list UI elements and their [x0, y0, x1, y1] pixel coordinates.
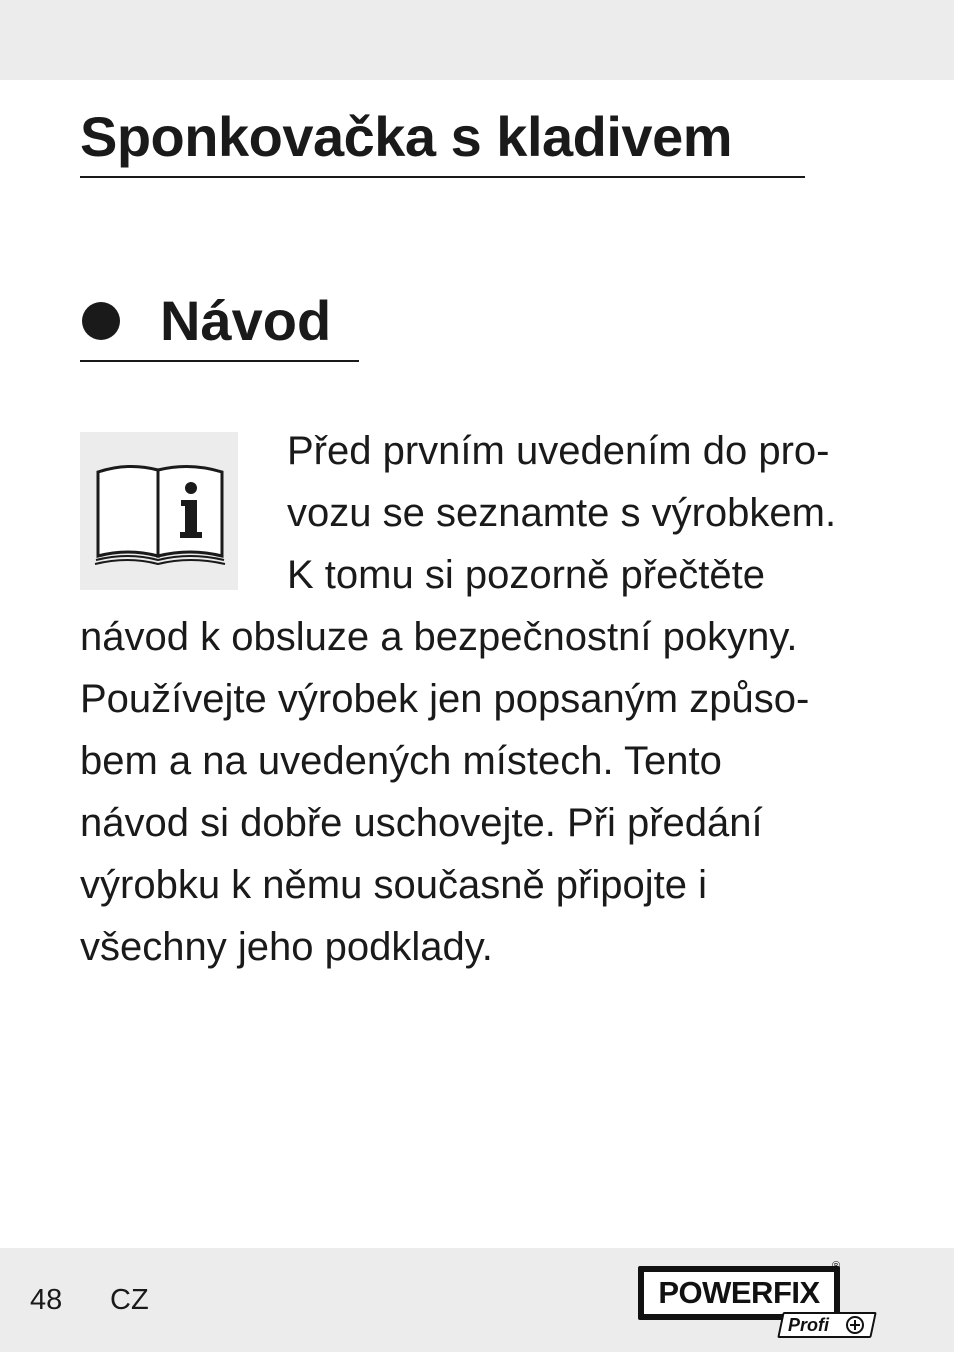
bullet-icon	[82, 302, 120, 340]
language-code: CZ	[110, 1284, 149, 1316]
page-title: Sponkovačka s kladivem	[80, 104, 805, 178]
brand-name: POWERFIX	[644, 1272, 834, 1314]
text-line: vozu se seznamte s výrobkem.	[287, 491, 837, 535]
text-line: návod k obsluze a bezpečnostní pokyny.	[80, 615, 798, 659]
text-line: návod si dobře uschovejte. Při předání	[80, 801, 763, 845]
brand-sub: Profi	[788, 1315, 830, 1335]
text-line: výrobku k němu současně připojte i	[80, 863, 707, 907]
brand-sub-badge	[777, 1312, 877, 1338]
text-line: K tomu si pozorně přečtěte	[287, 553, 766, 597]
instructions-text	[80, 420, 880, 978]
text-line: Používejte výrobek jen popsaným způso-	[80, 677, 810, 721]
page-number: 48	[30, 1284, 63, 1316]
section-title: Návod	[160, 289, 332, 352]
section-heading	[80, 286, 359, 362]
text-line: všechny jeho podklady.	[80, 925, 493, 969]
registered-mark: ®	[832, 1260, 841, 1272]
brand-logo	[638, 1260, 876, 1338]
text-line: bem a na uvedených místech. Tento	[80, 739, 722, 783]
text-line: Před prvním uvedením do pro-	[287, 429, 830, 473]
plus-circle-icon	[846, 1316, 864, 1334]
top-band	[0, 0, 954, 80]
